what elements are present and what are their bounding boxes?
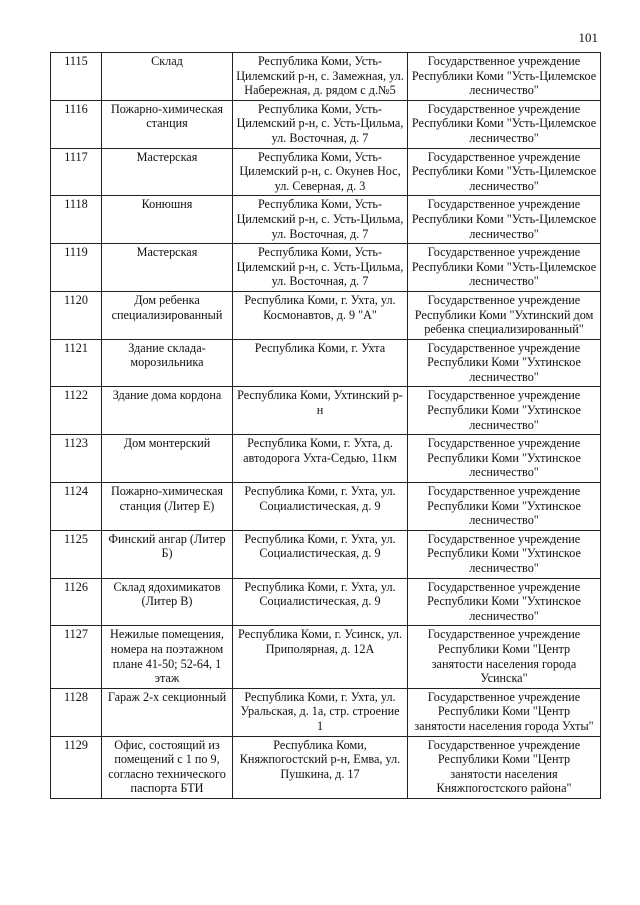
object-name-cell: Пожарно-химическая станция (Литер Е) <box>102 483 233 531</box>
address-cell: Республика Коми, г. Ухта <box>233 339 408 387</box>
row-number-cell: 1127 <box>51 626 102 688</box>
object-name-cell: Дом монтерский <box>102 435 233 483</box>
address-cell: Республика Коми, Усть-Цилемский р-н, с. Замежная, ул. Набережная, д. рядом с д.№5 <box>233 53 408 101</box>
address-cell: Республика Коми, Усть-Цилемский р-н, с. Окунев Нос, ул. Северная, д. 3 <box>233 148 408 196</box>
address-cell: Республика Коми, г. Ухта, ул. Космонавтов, д. 9 "А" <box>233 291 408 339</box>
table-row <box>51 291 601 339</box>
row-number-cell: 1116 <box>51 100 102 148</box>
row-number-cell: 1122 <box>51 387 102 435</box>
table-row <box>51 100 601 148</box>
holder-cell: Государственное учреждение Республики Коми "Ухтинское лесничество" <box>408 339 601 387</box>
object-name-cell: Дом ребенка специализированный <box>102 291 233 339</box>
table-row <box>51 53 601 101</box>
holder-cell: Государственное учреждение Республики Коми "Усть-Цилемское лесничество" <box>408 100 601 148</box>
row-number-cell: 1125 <box>51 530 102 578</box>
address-cell: Республика Коми, г. Ухта, ул. Социалистическая, д. 9 <box>233 578 408 626</box>
object-name-cell: Гараж 2-х секционный <box>102 688 233 736</box>
object-name-cell: Финский ангар (Литер Б) <box>102 530 233 578</box>
table-row <box>51 578 601 626</box>
holder-cell: Государственное учреждение Республики Коми "Центр занятости населения города Усинска" <box>408 626 601 688</box>
holder-cell: Государственное учреждение Республики Коми "Центр занятости населения города Ухты" <box>408 688 601 736</box>
holder-cell: Государственное учреждение Республики Коми "Усть-Цилемское лесничество" <box>408 196 601 244</box>
row-number-cell: 1115 <box>51 53 102 101</box>
row-number-cell: 1129 <box>51 736 102 798</box>
object-name-cell: Офис, состоящий из помещений с 1 по 9, согласно технического паспорта БТИ <box>102 736 233 798</box>
address-cell: Республика Коми, Усть-Цилемский р-н, с. Усть-Цильма, ул. Восточная, д. 7 <box>233 100 408 148</box>
holder-cell: Государственное учреждение Республики Коми "Усть-Цилемское лесничество" <box>408 244 601 292</box>
table-row <box>51 736 601 798</box>
address-cell: Республика Коми, Усть-Цилемский р-н, с. Усть-Цильма, ул. Восточная, д. 7 <box>233 244 408 292</box>
address-cell: Республика Коми, Усть-Цилемский р-н, с. Усть-Цильма, ул. Восточная, д. 7 <box>233 196 408 244</box>
object-name-cell: Склад <box>102 53 233 101</box>
holder-cell: Государственное учреждение Республики Коми "Ухтинское лесничество" <box>408 387 601 435</box>
table-row <box>51 435 601 483</box>
object-name-cell: Нежилые помещения, номера на поэтажном плане 41-50; 52-64, 1 этаж <box>102 626 233 688</box>
holder-cell: Государственное учреждение Республики Коми "Ухтинский дом ребенка специализированный" <box>408 291 601 339</box>
table-row <box>51 688 601 736</box>
row-number-cell: 1126 <box>51 578 102 626</box>
table-body <box>51 53 601 799</box>
table-row <box>51 196 601 244</box>
row-number-cell: 1128 <box>51 688 102 736</box>
address-cell: Республика Коми, Княжпогостский р-н, Емва, ул. Пушкина, д. 17 <box>233 736 408 798</box>
holder-cell: Государственное учреждение Республики Коми "Усть-Цилемское лесничество" <box>408 148 601 196</box>
holder-cell: Государственное учреждение Республики Коми "Центр занятости населения Княжпогостского района" <box>408 736 601 798</box>
property-registry-table <box>50 52 601 799</box>
table-row <box>51 244 601 292</box>
holder-cell: Государственное учреждение Республики Коми "Усть-Цилемское лесничество" <box>408 53 601 101</box>
row-number-cell: 1117 <box>51 148 102 196</box>
page-number: 101 <box>578 30 598 45</box>
row-number-cell: 1119 <box>51 244 102 292</box>
table-row <box>51 530 601 578</box>
object-name-cell: Пожарно-химическая станция <box>102 100 233 148</box>
table-row <box>51 483 601 531</box>
row-number-cell: 1124 <box>51 483 102 531</box>
address-cell: Республика Коми, г. Усинск, ул. Приполярная, д. 12А <box>233 626 408 688</box>
row-number-cell: 1121 <box>51 339 102 387</box>
table-row <box>51 339 601 387</box>
object-name-cell: Мастерская <box>102 244 233 292</box>
address-cell: Республика Коми, г. Ухта, д. автодорога Ухта-Седью, 11км <box>233 435 408 483</box>
table-row <box>51 626 601 688</box>
holder-cell: Государственное учреждение Республики Коми "Ухтинское лесничество" <box>408 578 601 626</box>
object-name-cell: Склад ядохимикатов (Литер В) <box>102 578 233 626</box>
holder-cell: Государственное учреждение Республики Коми "Ухтинское лесничество" <box>408 435 601 483</box>
address-cell: Республика Коми, г. Ухта, ул. Уральская, д. 1а, стр. строение 1 <box>233 688 408 736</box>
holder-cell: Государственное учреждение Республики Коми "Ухтинское лесничество" <box>408 530 601 578</box>
table-row <box>51 387 601 435</box>
object-name-cell: Конюшня <box>102 196 233 244</box>
holder-cell: Государственное учреждение Республики Коми "Ухтинское лесничество" <box>408 483 601 531</box>
row-number-cell: 1123 <box>51 435 102 483</box>
table-row <box>51 148 601 196</box>
object-name-cell: Здание дома кордона <box>102 387 233 435</box>
address-cell: Республика Коми, г. Ухта, ул. Социалистическая, д. 9 <box>233 483 408 531</box>
object-name-cell: Мастерская <box>102 148 233 196</box>
address-cell: Республика Коми, г. Ухта, ул. Социалистическая, д. 9 <box>233 530 408 578</box>
row-number-cell: 1118 <box>51 196 102 244</box>
address-cell: Республика Коми, Ухтинский р-н <box>233 387 408 435</box>
row-number-cell: 1120 <box>51 291 102 339</box>
object-name-cell: Здание склада-морозильника <box>102 339 233 387</box>
